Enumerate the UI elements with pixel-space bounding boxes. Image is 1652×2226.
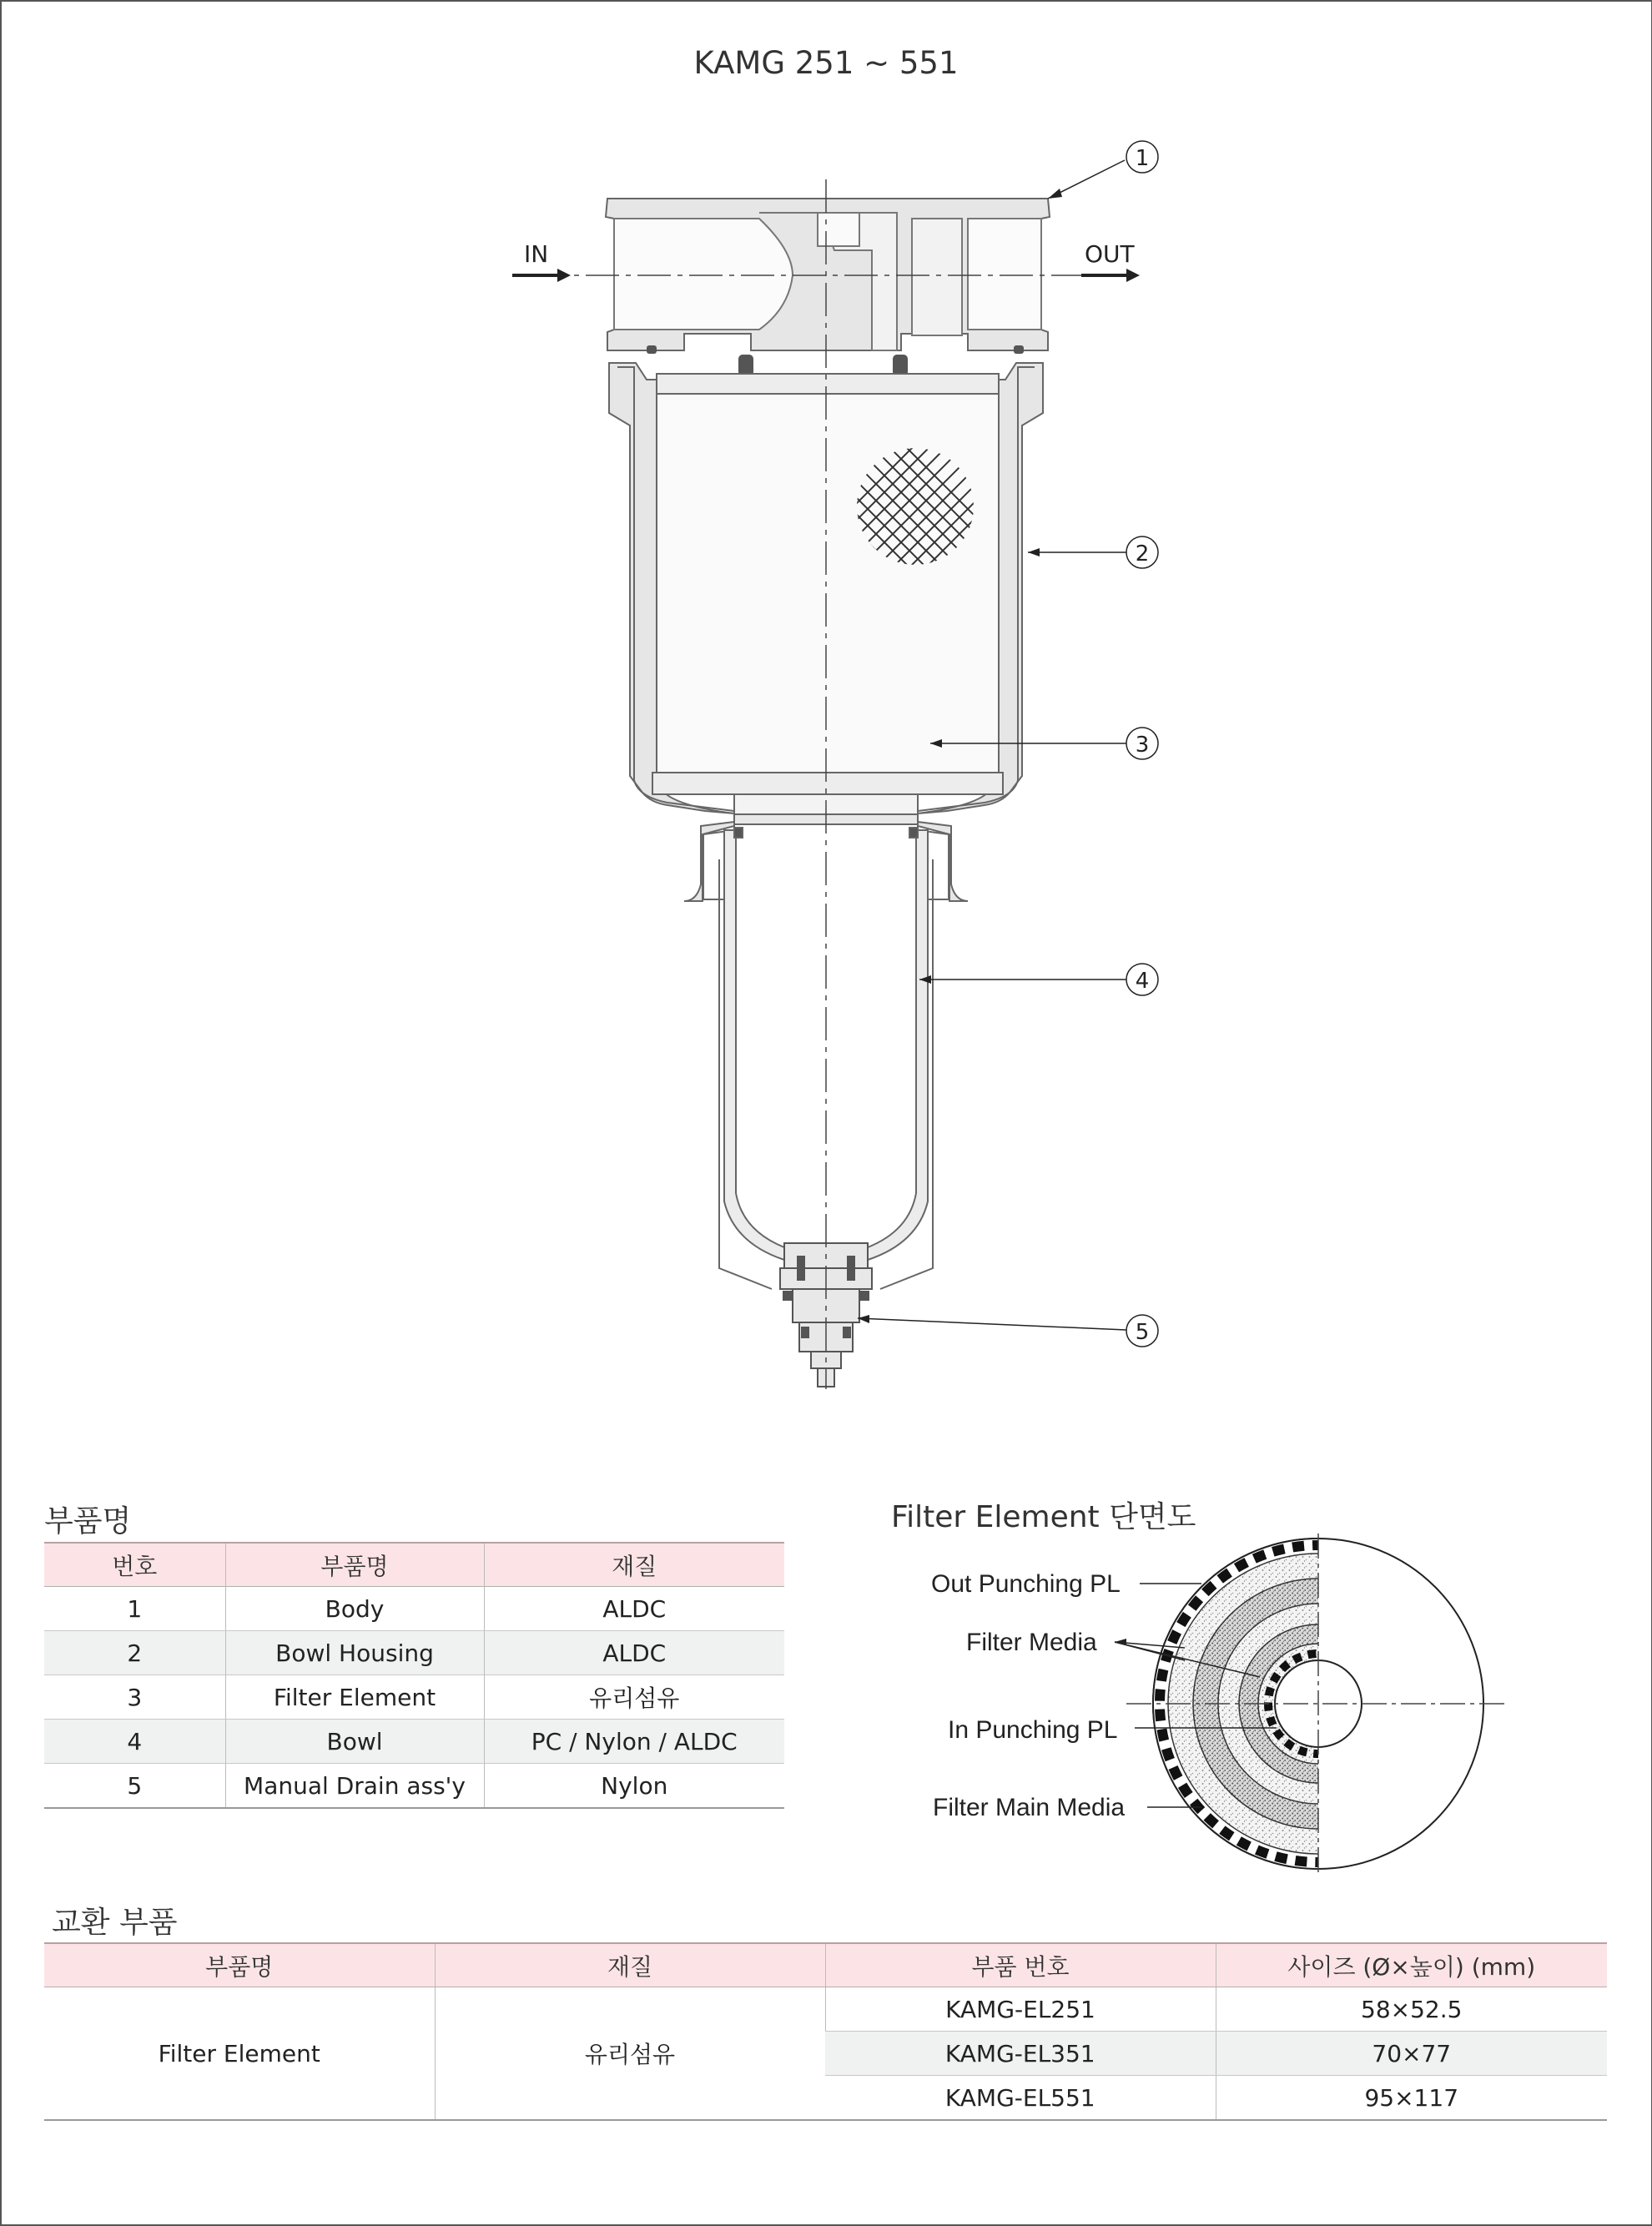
cross-section-title: Filter Element 단면도 [891, 1500, 1196, 1534]
parts-table-title: 부품명 [44, 1504, 132, 1539]
label-out-punching-pl: Out Punching PL [931, 1570, 1121, 1598]
table-row [44, 1987, 1607, 2032]
cell-material: ALDC [484, 1587, 784, 1631]
page-title: KAMG 251 ~ 551 [693, 45, 959, 81]
inlet-label: IN [524, 240, 549, 268]
cell-material: 유리섬유 [484, 1675, 784, 1720]
header-part-number: 부품 번호 [825, 1943, 1216, 1987]
header-number: 번호 [44, 1543, 225, 1587]
cell-number: 2 [44, 1631, 225, 1675]
header-material: 재질 [435, 1943, 825, 1987]
callout-3-number: 3 [1135, 733, 1150, 758]
manual-drain [780, 1243, 872, 1387]
table-row [44, 1631, 784, 1675]
table-row [44, 1675, 784, 1720]
outlet-arrow [1081, 269, 1140, 282]
cross-section-diagram [1115, 1534, 1507, 1877]
cell-size: 95×117 [1216, 2076, 1607, 2121]
parts-table-header [44, 1543, 784, 1587]
table-row [44, 1764, 784, 1809]
cell-number: 4 [44, 1720, 225, 1764]
cell-size: 58×52.5 [1216, 1987, 1607, 2032]
header-material: 재질 [484, 1543, 784, 1587]
filter-element [652, 374, 1003, 824]
cell-number: 1 [44, 1587, 225, 1631]
callout-4 [919, 964, 1158, 995]
outlet-label: OUT [1085, 240, 1135, 268]
replacement-table-title: 교환 부품 [52, 1906, 178, 1940]
callout-5 [858, 1315, 1158, 1347]
cell-size: 70×77 [1216, 2032, 1607, 2076]
cell-material: 유리섬유 [435, 1987, 825, 2121]
replacement-parts-table [44, 1942, 1607, 2121]
cell-part-number: KAMG-EL351 [825, 2032, 1216, 2076]
callout-2 [1028, 536, 1158, 568]
parts-table [44, 1542, 784, 1809]
label-filter-media: Filter Media [966, 1629, 1097, 1656]
replacement-table-header [44, 1943, 1607, 1987]
callout-4-number: 4 [1135, 969, 1150, 994]
callout-5-number: 5 [1135, 1320, 1150, 1345]
table-row [44, 1720, 784, 1764]
inlet-arrow [512, 269, 571, 282]
label-filter-main-media: Filter Main Media [933, 1794, 1126, 1821]
cell-part-name: Bowl Housing [225, 1631, 484, 1675]
header-size: 사이즈 (Ø×높이) (mm) [1216, 1943, 1607, 1987]
cell-part-name: Bowl [225, 1720, 484, 1764]
header-part-name: 부품명 [44, 1943, 435, 1987]
label-in-punching-pl: In Punching PL [948, 1716, 1118, 1744]
cell-material: ALDC [484, 1631, 784, 1675]
callout-2-number: 2 [1135, 541, 1150, 567]
cell-material: PC / Nylon / ALDC [484, 1720, 784, 1764]
cell-part-name: Manual Drain ass'y [225, 1764, 484, 1809]
callout-1 [1048, 141, 1158, 199]
cell-material: Nylon [484, 1764, 784, 1809]
table-row [44, 1587, 784, 1631]
cell-part-number: KAMG-EL551 [825, 2076, 1216, 2121]
cell-part-name: Body [225, 1587, 484, 1631]
cell-number: 5 [44, 1764, 225, 1809]
cell-part-name: Filter Element [44, 1987, 435, 2121]
cell-part-number: KAMG-EL251 [825, 1987, 1216, 2032]
callout-1-number: 1 [1135, 146, 1150, 171]
cell-part-name: Filter Element [225, 1675, 484, 1720]
cell-number: 3 [44, 1675, 225, 1720]
header-part-name: 부품명 [225, 1543, 484, 1587]
